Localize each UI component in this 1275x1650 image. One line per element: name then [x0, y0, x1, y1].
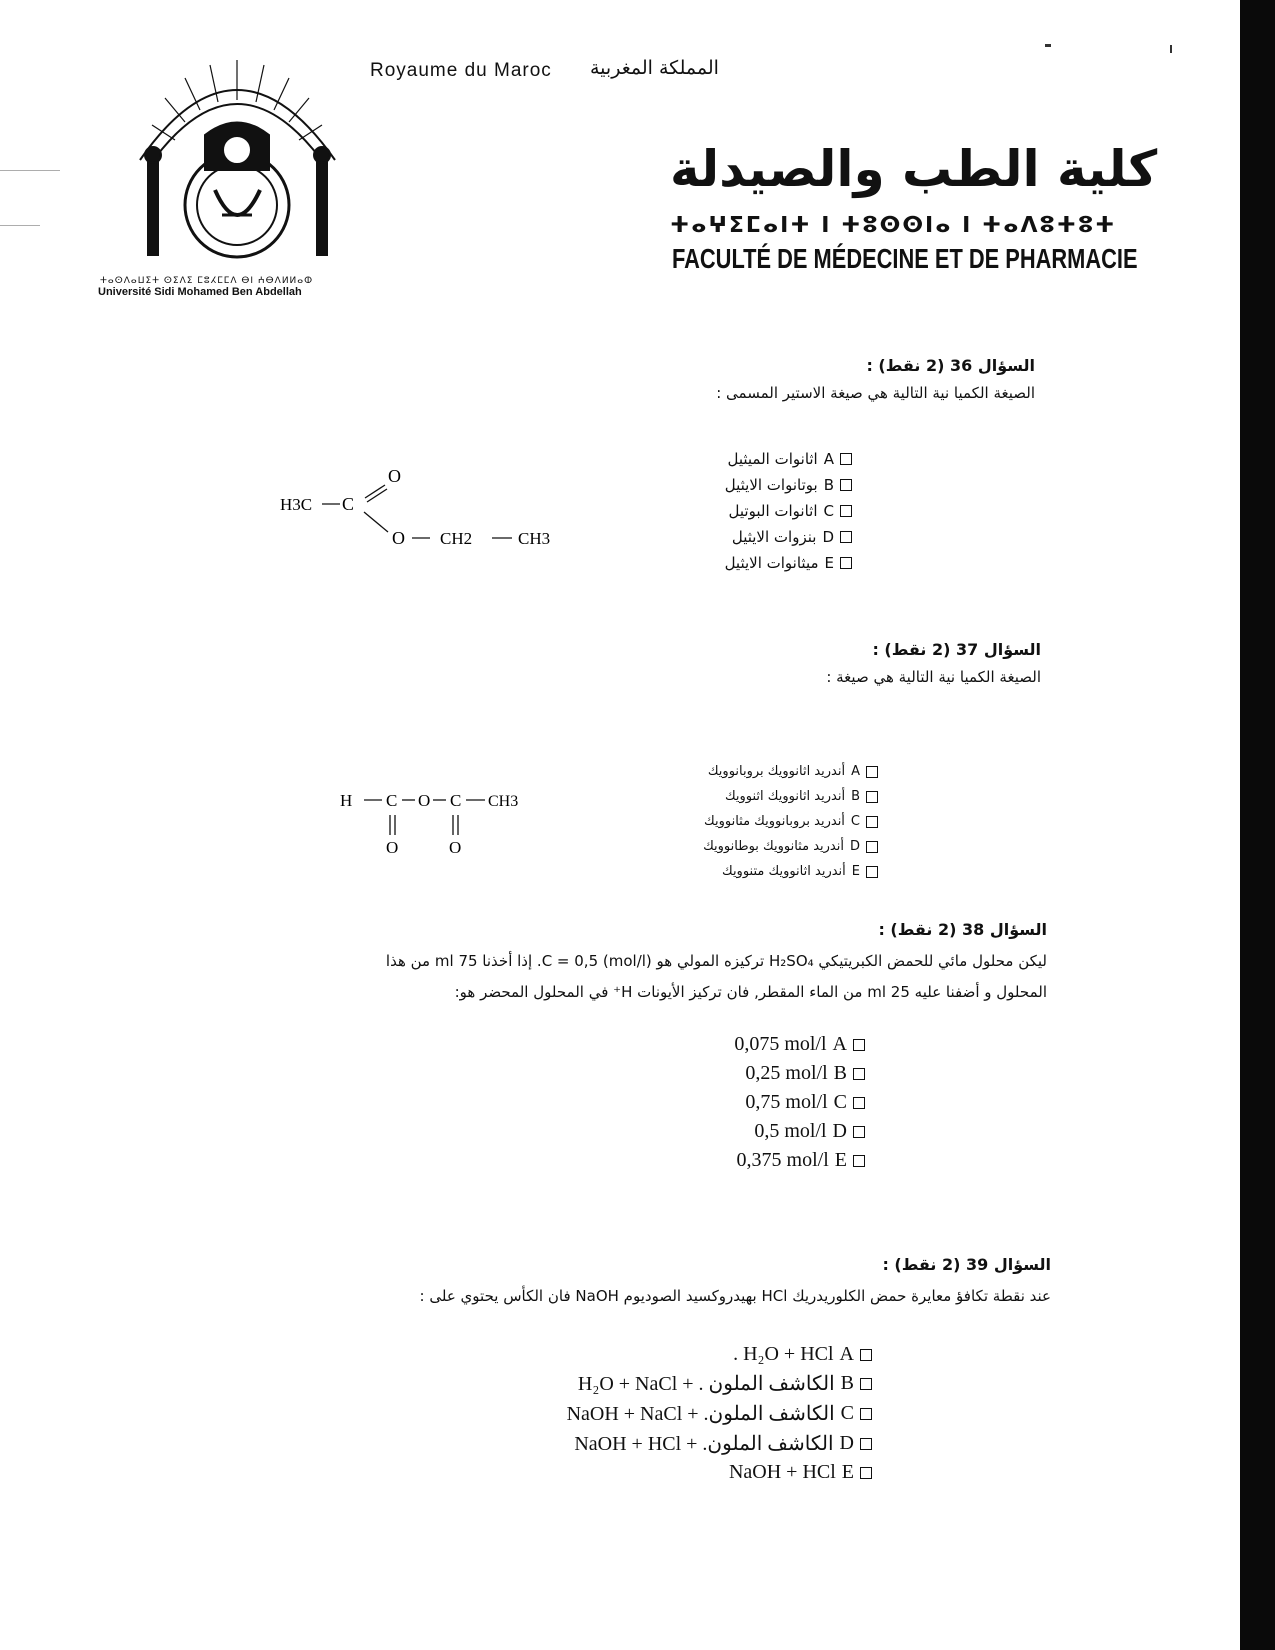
checkbox-icon[interactable]	[853, 1126, 865, 1138]
checkbox-icon[interactable]	[866, 841, 878, 853]
question-36-molecule	[280, 460, 600, 560]
q39-option-e[interactable]: NaOH + HCl E	[729, 1461, 872, 1484]
checkbox-icon[interactable]	[840, 557, 852, 569]
q38-option-b[interactable]: 0,25 mol/l B	[745, 1062, 865, 1085]
checkbox-icon[interactable]	[860, 1408, 872, 1420]
faculty-title-tifinagh: ⵜⴰⵖⵉⵎⴰⵏⵜ ⵏ ⵜⵓⵙⵙⵏⴰ ⵏ ⵜⴰⴷⵓⵜⵓⵜ	[670, 213, 1117, 238]
checkbox-icon[interactable]	[840, 505, 852, 517]
q37-o2: O	[449, 838, 462, 857]
q36-carbonyl-o: O	[388, 466, 401, 486]
q39-option-c[interactable]: الكاشف الملون. + NaOH + NaCl C	[567, 1401, 872, 1426]
q36-option-a[interactable]: A اثانوات الميثيل	[727, 450, 852, 468]
q36-ch3: CH3	[518, 529, 551, 548]
question-37-title: السؤال 37 (2 نقط) :	[872, 640, 1041, 659]
question-37-molecule	[340, 785, 580, 865]
checkbox-icon[interactable]	[840, 479, 852, 491]
question-37-text: الصيغة الكميا نية التالية هي صيغة :	[826, 668, 1041, 686]
checkbox-icon[interactable]	[866, 766, 878, 778]
checkbox-icon[interactable]	[860, 1378, 872, 1390]
question-38-title: السؤال 38 (2 نقط) :	[878, 920, 1047, 939]
checkbox-icon[interactable]	[853, 1155, 865, 1167]
q37-o1: O	[386, 838, 399, 857]
scan-speck	[0, 225, 40, 226]
checkbox-icon[interactable]	[860, 1438, 872, 1450]
q39-option-b[interactable]: الكاشف الملون . + H₂O + NaCl B	[578, 1371, 872, 1396]
royaume-ar: المملكة المغربية	[590, 57, 719, 79]
q37-h: H	[340, 791, 353, 810]
q38-option-c[interactable]: 0,75 mol/l C	[745, 1091, 865, 1114]
q37-c2: C	[450, 791, 462, 810]
faculty-title-ar: كلية الطب والصيدلة	[670, 140, 1158, 198]
checkbox-icon[interactable]	[853, 1068, 865, 1080]
q38-option-e[interactable]: 0,375 mol/l E	[737, 1149, 865, 1172]
q37-option-d[interactable]: D أندريد مثانوويك بوطانوويك	[703, 839, 878, 854]
q36-h3c: H3C	[280, 495, 313, 514]
q36-ch2: CH2	[440, 529, 473, 548]
checkbox-icon[interactable]	[860, 1467, 872, 1479]
scan-speck	[0, 170, 60, 171]
faculty-title-fr: FACULTÉ DE MÉDECINE ET DE PHARMACIE	[672, 243, 1138, 274]
university-name: Université Sidi Mohamed Ben Abdellah	[98, 286, 302, 298]
q36-ester-o: O	[392, 528, 405, 548]
q37-option-b[interactable]: B أندريد اثانوويك اثنوويك	[725, 789, 878, 804]
question-39-options	[567, 1343, 872, 1484]
q37-option-c[interactable]: C أندريد بروبانوويك مثانوويك	[704, 814, 878, 829]
checkbox-icon[interactable]	[866, 791, 878, 803]
question-36-options	[725, 450, 852, 572]
university-logo-icon	[110, 40, 365, 265]
q37-option-e[interactable]: E أندريد اثانوويك متنوويك	[722, 864, 878, 879]
question-39-title: السؤال 39 (2 نقط) :	[882, 1255, 1051, 1274]
q37-o-bridge: O	[418, 791, 431, 810]
question-39-text: عند نقطة تكافؤ معايرة حمض الكلوريدريك HCl بهيدروكسيد الصوديوم NaOH فان الكأس يحتوي على :	[419, 1287, 1051, 1305]
question-37-options	[703, 764, 878, 879]
question-36-text: الصيغة الكميا نية التالية هي صيغة الاستير المسمى :	[716, 384, 1035, 402]
question-36-title: السؤال 36 (2 نقط) :	[866, 356, 1035, 375]
checkbox-icon[interactable]	[866, 866, 878, 878]
q36-option-b[interactable]: B بوتانوات الايثيل	[725, 476, 852, 494]
q37-option-a[interactable]: A أندريد اثانوويك بروبانوويك	[708, 764, 878, 779]
q39-option-d[interactable]: الكاشف الملون. + NaOH + HCl D	[574, 1431, 872, 1456]
question-38-line2: المحلول و أضفنا عليه 25 ml من الماء المقطر, فان تركيز الأيونات H⁺ في المحلول المحضر هو:	[454, 983, 1047, 1001]
checkbox-icon[interactable]	[853, 1039, 865, 1051]
q37-ch3: CH3	[488, 793, 519, 810]
question-38-options	[734, 1033, 865, 1172]
q36-option-c[interactable]: C اثانوات البوتيل	[729, 502, 852, 520]
q37-c1: C	[386, 791, 398, 810]
q38-option-d[interactable]: 0,5 mol/l D	[754, 1120, 865, 1143]
checkbox-icon[interactable]	[853, 1097, 865, 1109]
checkbox-icon[interactable]	[866, 816, 878, 828]
royaume-fr: Royaume du Maroc	[370, 60, 552, 81]
q36-option-d[interactable]: D بنزوات الايثيل	[732, 528, 852, 546]
university-tifinagh: ⵜⴰⵙⴷⴰⵡⵉⵜ ⵙⵉⴷⵉ ⵎⵓⵃⵎⵎⴷ ⴱⵏ ⵄⴱⴷⵍⵍⴰⵀ	[100, 276, 314, 286]
question-38-line1: ليكن محلول مائي للحمض الكبريتيكي H₂SO₄ تركيزه المولي هو (C = 0,5 (mol/l. إذا أخذنا 75 ml من هذا	[385, 952, 1047, 970]
checkbox-icon[interactable]	[860, 1349, 872, 1361]
q36-carbon: C	[342, 494, 355, 514]
q36-option-e[interactable]: E ميثانوات الايثيل	[725, 554, 852, 572]
scan-speck	[1170, 45, 1172, 53]
q38-option-a[interactable]: 0,075 mol/l A	[734, 1033, 865, 1056]
scan-edge	[1240, 0, 1275, 1650]
q39-option-a[interactable]: . H₂O + HCl A	[733, 1343, 872, 1366]
checkbox-icon[interactable]	[840, 453, 852, 465]
scan-speck	[1045, 44, 1051, 47]
checkbox-icon[interactable]	[840, 531, 852, 543]
